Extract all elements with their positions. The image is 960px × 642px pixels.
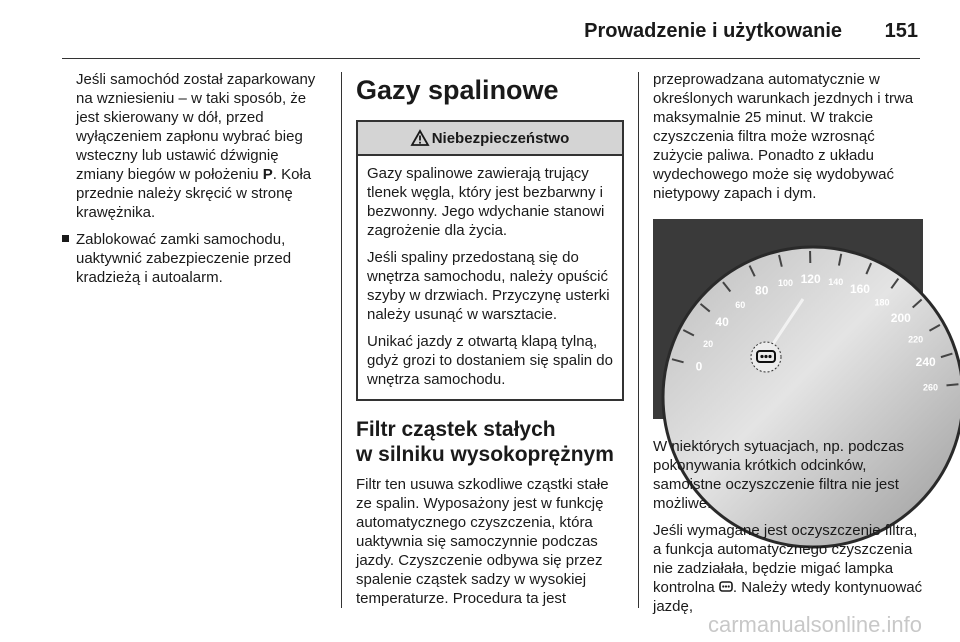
filter-paragraph: Filtr ten usuwa szkodliwe cząstki stałe ze spalin. Wyposażony jest w funkcję automatycznego czyszczenia, która uaktywnia się samoczynnie podczas jazdy. Czyszczenie odbywa się przez spalenie cząstek sadzy w wysokiej temperaturze. Procedura ta jest	[356, 476, 609, 607]
column-divider-right	[638, 72, 639, 608]
column-left	[62, 70, 326, 287]
danger-header	[358, 122, 622, 156]
column-divider-left	[341, 72, 342, 608]
gauge-tick-label: 40	[715, 314, 729, 329]
filter-cleaning-paragraph: przeprowadzana automatycznie w określonych warunkach jezdnych i trwa maksymalnie 25 minut. W trakcie czyszczenia filtra może wzrosnąć zużycie paliwa. Ponadto z układu wydechowego może się wydobywać nietypowy zapach i dym.	[653, 71, 914, 202]
danger-body	[358, 156, 622, 399]
bullet-square-icon	[62, 235, 69, 242]
gauge-tick-label: 80	[755, 283, 769, 298]
gauge-tick-label: 140	[828, 277, 844, 288]
section-title: Gazy spalinowe	[356, 75, 559, 105]
gauge-tick-label: 240	[915, 354, 936, 369]
parking-slope-paragraph: Jeśli samochód został zaparkowany na wzniesieniu – w taki sposób, że jest skierowany w dół, przed wyłączeniem zapłonu wybrać bieg wsteczny lub ustawić dźwignię zmiany biegów w położeniu P. Koła przednie należy skręcić w stronę krawężnika.	[76, 71, 316, 221]
gauge-tick-label: 180	[874, 297, 890, 308]
warning-triangle-icon	[411, 130, 429, 146]
list-item-lock: Zablokować zamki samochodu, uaktywnić zabezpieczenie przed kradzieżą i autoalarm.	[62, 230, 326, 287]
gauge-tick-label: 120	[800, 272, 821, 287]
header-title: Prowadzenie i użytkowanie	[584, 20, 842, 42]
gauge-tick-label: 60	[735, 300, 746, 311]
column-middle	[356, 70, 624, 616]
subsection-title: Filtr cząstek stałych w silniku wysokoprężnym	[356, 418, 614, 466]
gauge-tick-label: 100	[778, 278, 794, 289]
page-header	[0, 0, 960, 58]
column-right	[653, 70, 939, 624]
gauge-tick-label: 200	[890, 311, 911, 326]
gauge-filter-lamp-icon	[751, 342, 781, 372]
gauge-tick-label: 160	[849, 281, 870, 296]
page-number: 151	[884, 20, 918, 42]
gauge-tick-label: 260	[923, 382, 939, 393]
danger-paragraph-3: Unikać jazdy z otwartą klapą tylną, gdyż grozi to dostaniem się spalin do wnętrza samochodu.	[367, 333, 613, 388]
gauge-tick	[946, 384, 958, 385]
gear-position-p: P	[262, 166, 273, 183]
danger-paragraph-2: Jeśli spaliny przedostaną się do wnętrza samochodu, należy opuścić szyby w drzwiach. Przyczynę usterki należy usunąć w warsztacie.	[367, 249, 610, 323]
watermark: carmanualsonline.info	[707, 612, 922, 637]
gauge-tick-label: 0	[695, 359, 703, 374]
danger-box	[356, 120, 624, 401]
short-trips-paragraph: W niektórych sytuacjach, np. podczas pokonywania krótkich odcinków, samoistne oczyszczenie filtra nie jest możliwe.	[653, 438, 904, 512]
gauge-tick-label: 20	[703, 338, 714, 349]
diesel-particle-filter-icon	[719, 580, 733, 593]
danger-title: Niebezpieczeństwo	[431, 129, 570, 147]
speedometer-illustration	[653, 219, 939, 419]
warning-lamp-paragraph: Jeśli wymagane jest oczyszczenie filtra, a funkcja automatycznego czyszczenia nie zadziałała, będzie migać lampka kontrolna . Należy wtedy kontynuować jazdę,	[653, 522, 923, 615]
danger-paragraph-1: Gazy spalinowe zawierają trujący tlenek węgla, który jest bezbarwny i bezwonny. Jego wdychanie stanowi zagrożenie dla życia.	[367, 165, 605, 239]
header-rule	[62, 58, 920, 59]
gauge-tick-label: 220	[908, 334, 924, 345]
